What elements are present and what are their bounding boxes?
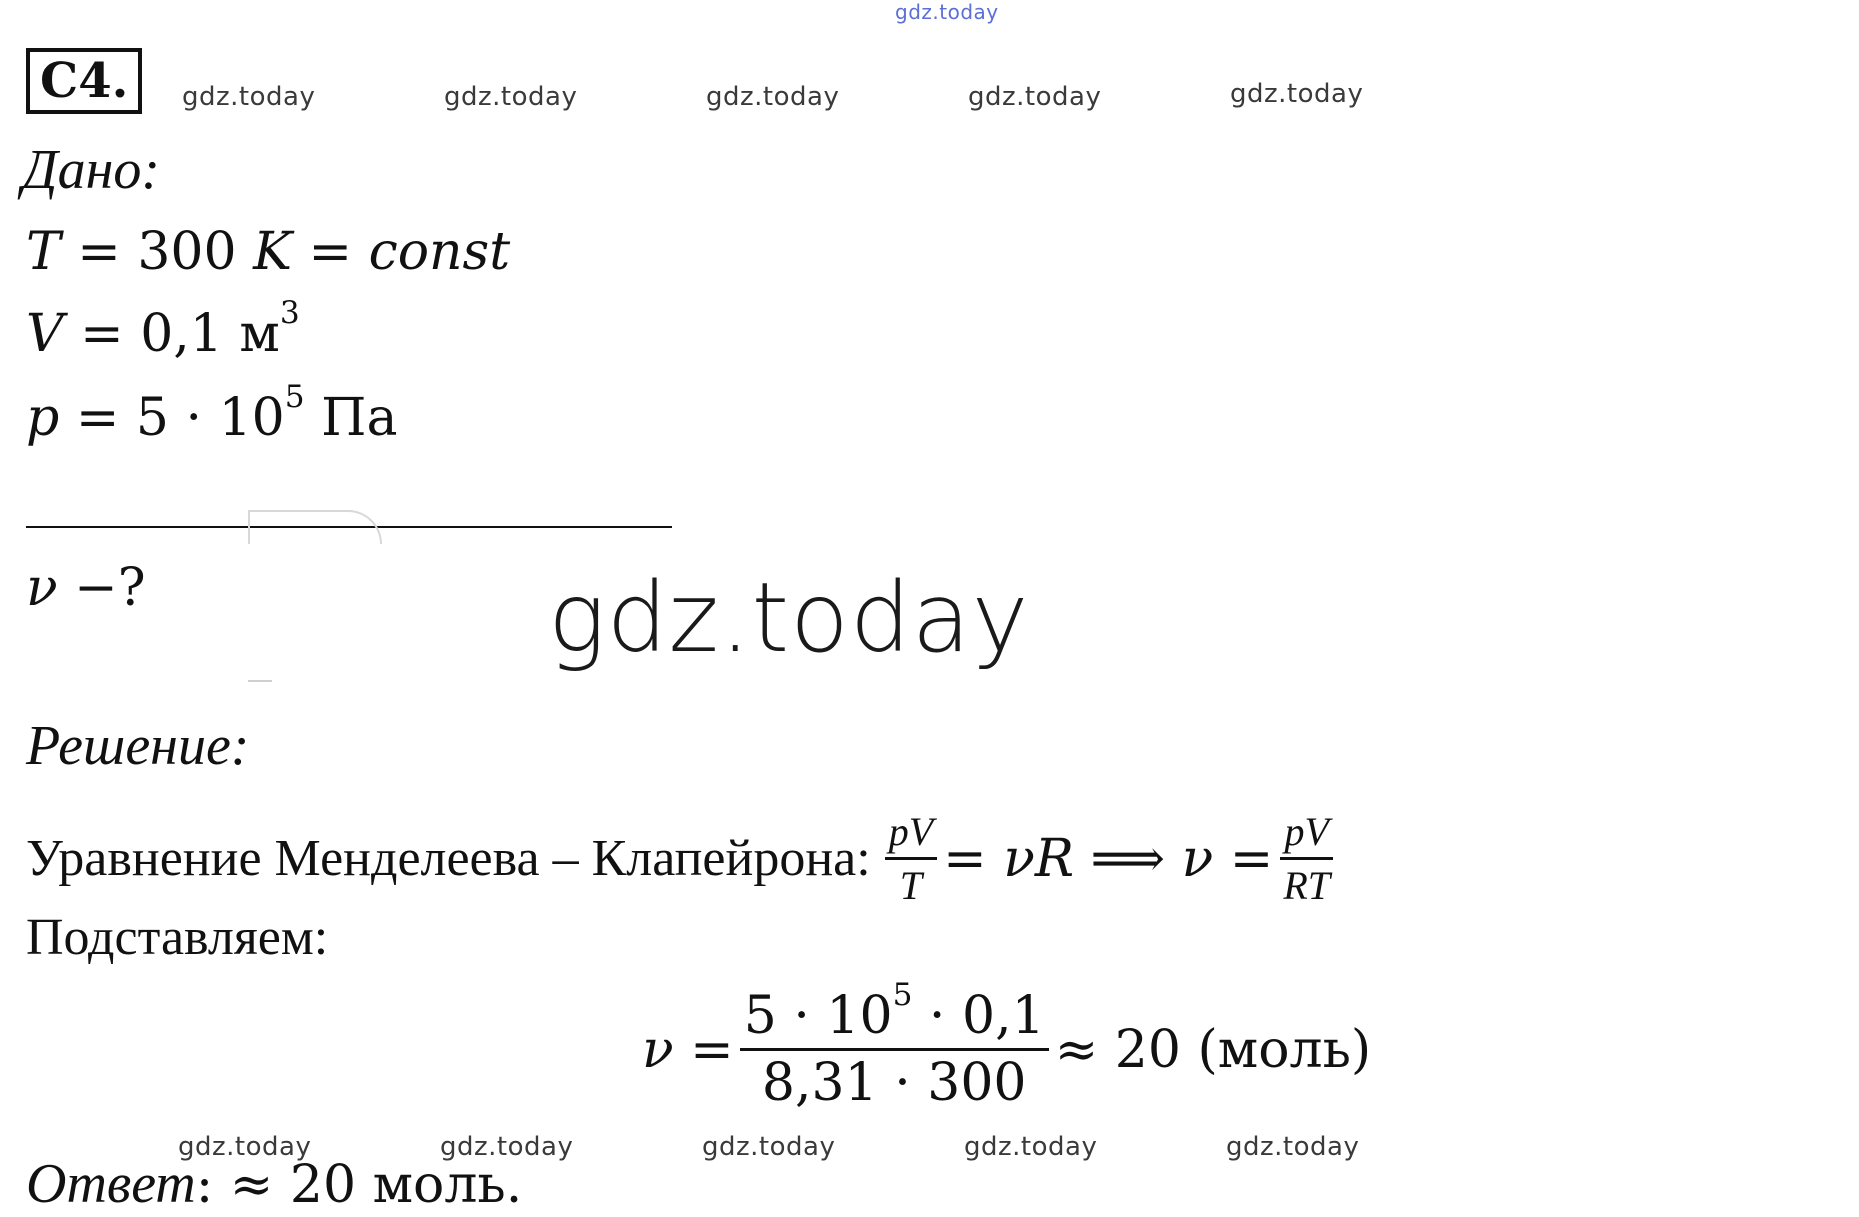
calc-numerator-a: 5 · 10 — [743, 986, 893, 1046]
temperature-unit: K — [253, 222, 292, 282]
pressure-unit: Па — [304, 388, 398, 448]
given-volume — [26, 294, 300, 364]
watermark-row1-4: gdz.today — [968, 82, 1102, 112]
watermark-row1-3: gdz.today — [706, 82, 840, 112]
temperature-const-eq: = — [291, 222, 369, 282]
ghost-dash — [248, 680, 272, 682]
substitute-label: Подставляем: — [26, 909, 329, 966]
temperature-value: = 300 — [60, 222, 254, 282]
fraction1-denominator: T — [899, 863, 923, 908]
volume-value: = 0,1 м — [63, 304, 280, 364]
volume-exponent: 3 — [279, 294, 300, 331]
pressure-symbol: p — [26, 388, 60, 448]
temperature-symbol: T — [26, 222, 61, 282]
watermark-row1-5: gdz.today — [1230, 79, 1364, 109]
find-line — [26, 558, 146, 618]
watermark-center: gdz.today — [548, 562, 1030, 674]
calc-numerator — [740, 976, 1049, 1051]
calc-numerator-exponent: 5 — [892, 976, 913, 1013]
solution-heading: Решение: — [26, 715, 250, 777]
watermark-row1-2: gdz.today — [444, 82, 578, 112]
watermark-top: gdz.today — [895, 0, 999, 24]
answer-value: : ≈ 20 моль. — [195, 1155, 523, 1215]
watermark-row2-4: gdz.today — [964, 1132, 1098, 1162]
find-question: −? — [57, 558, 146, 618]
calc-denominator: 8,31 · 300 — [761, 1053, 1027, 1113]
volume-symbol: V — [26, 304, 64, 364]
equation-line — [26, 808, 1340, 909]
task-number-box: C4. — [26, 48, 142, 114]
given-pressure — [26, 378, 398, 448]
equation-title: Уравнение Менделеева – Клапейрона: — [26, 830, 871, 887]
fraction2-denominator: RT — [1283, 863, 1331, 908]
calculation-line — [642, 976, 1372, 1113]
equation-middle: = νR ⟹ ν = — [943, 828, 1274, 889]
pressure-exponent: 5 — [284, 378, 305, 415]
watermark-row2-2: gdz.today — [440, 1132, 574, 1162]
calc-result: ≈ 20 (моль) — [1054, 1019, 1372, 1080]
answer-line — [26, 1152, 522, 1216]
find-variable: ν — [26, 558, 58, 618]
fraction-pv-over-rt — [1279, 808, 1334, 909]
calc-numerator-b: · 0,1 — [912, 986, 1045, 1046]
calc-lhs: ν = — [642, 1019, 734, 1080]
fraction2-numerator: pV — [1280, 808, 1332, 860]
ghost-shape — [248, 510, 382, 544]
watermark-row2-1: gdz.today — [178, 1132, 312, 1162]
pressure-value: = 5 · 10 — [59, 388, 285, 448]
watermark-row2-3: gdz.today — [702, 1132, 836, 1162]
given-temperature — [26, 222, 510, 282]
given-heading: Дано: — [22, 139, 161, 201]
answer-label: Ответ — [26, 1153, 196, 1215]
watermark-row1-1: gdz.today — [182, 82, 316, 112]
fraction1-numerator: pV — [885, 808, 937, 860]
calc-fraction — [740, 976, 1049, 1113]
temperature-const: const — [368, 222, 511, 282]
watermark-row2-5: gdz.today — [1226, 1132, 1360, 1162]
fraction-pv-over-t — [885, 808, 937, 909]
